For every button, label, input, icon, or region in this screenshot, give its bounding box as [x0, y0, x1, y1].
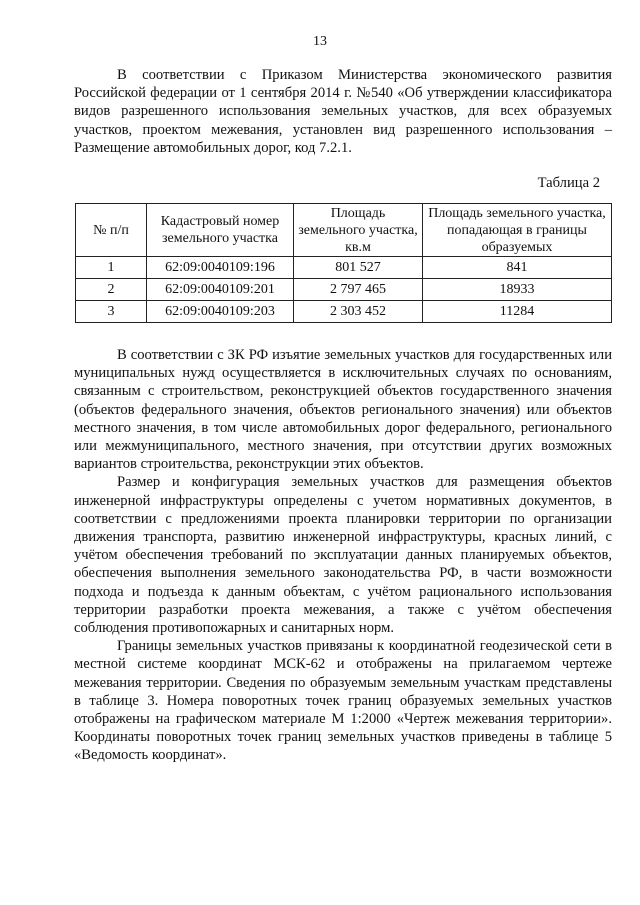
table-caption: Таблица 2 [537, 175, 600, 191]
table-header-row [76, 204, 612, 257]
cell-cadastral-number: 62:09:0040109:203 [147, 301, 294, 323]
cell-area-within-boundaries: 18933 [423, 279, 612, 301]
body-text-block [74, 346, 612, 765]
table-row [76, 301, 612, 323]
intro-paragraph: В соответствии с Приказом Министерства экономического развития Российской федерации от 1 сентября 2014 г. №540 «Об утверждении классификатора видов разрешенного использования земельных участков, для всех образуемых участков, проектом межевания, установлен вид разрешенного использования – Размещение автомобильных дорог, код 7.2.1. [74, 67, 612, 156]
cell-number: 3 [76, 301, 147, 323]
cell-plot-area: 2 303 452 [294, 301, 423, 323]
table-row [76, 257, 612, 279]
cell-number: 1 [76, 257, 147, 279]
intro-text-block [74, 66, 612, 157]
land-plots-table [75, 203, 612, 323]
cell-area-within-boundaries: 841 [423, 257, 612, 279]
paragraph-boundaries-coordinates: Границы земельных участков привязаны к координатной геодезической сети в местной системе координат МСК-62 и отображены на прилагаемом чертеже межевания территории. Сведения по образуемым земельным участкам представлены в таблице 3. Номера поворотных точек границ образуемых земельных участков отображены на графическом материале М 1:2000 «Чертеж межевания территории». Координаты поворотных точек границ земельных участков приведены в таблице 5 «Ведомость координат». [74, 638, 612, 764]
cell-cadastral-number: 62:09:0040109:201 [147, 279, 294, 301]
table-row [76, 279, 612, 301]
paragraph-land-seizure: В соответствии с ЗК РФ изъятие земельных участков для государственных или муниципальных нужд осуществляется в исключительных случаях по основаниям, связанным с строительством, реконструкцией объектов государственного значения (объектов федерального значения, объектов регионального значения) или объектов местного значения, в том числе автомобильных дорог федерального, регионального или межмуниципального, местного значения, при отсутствии других возможных вариантов строительства, реконструкции этих объектов. [74, 347, 612, 473]
page-number: 13 [313, 34, 327, 49]
cell-area-within-boundaries: 11284 [423, 301, 612, 323]
cell-plot-area: 2 797 465 [294, 279, 423, 301]
header-number: № п/п [76, 204, 147, 257]
header-plot-area: Площадь земельного участка, кв.м [294, 204, 423, 257]
paragraph-plot-configuration: Размер и конфигурация земельных участков для размещения объектов инженерной инфраструктуры определены с учетом нормативных документов, в соответствии с предложениями проекта планировки территории по организации движения транспорта, развитию инженерной инфраструктуры, красных линий, с учётом обеспечения требований по эксплуатации данных планируемых объектов, обеспечения выполнения земельного законодательства РФ, в части возможности подхода и подъезда к данным объектам, с учётом рационального использования территории разработки проекта межевания, а также с учётом обеспечения соблюдения противопожарных и санитарных норм. [74, 474, 612, 637]
cell-plot-area: 801 527 [294, 257, 423, 279]
header-cadastral-number: Кадастровый номер земельного участка [147, 204, 294, 257]
header-area-within-boundaries: Площадь земельного участка, попадающая в границы образуемых [423, 204, 612, 257]
cell-cadastral-number: 62:09:0040109:196 [147, 257, 294, 279]
cell-number: 2 [76, 279, 147, 301]
